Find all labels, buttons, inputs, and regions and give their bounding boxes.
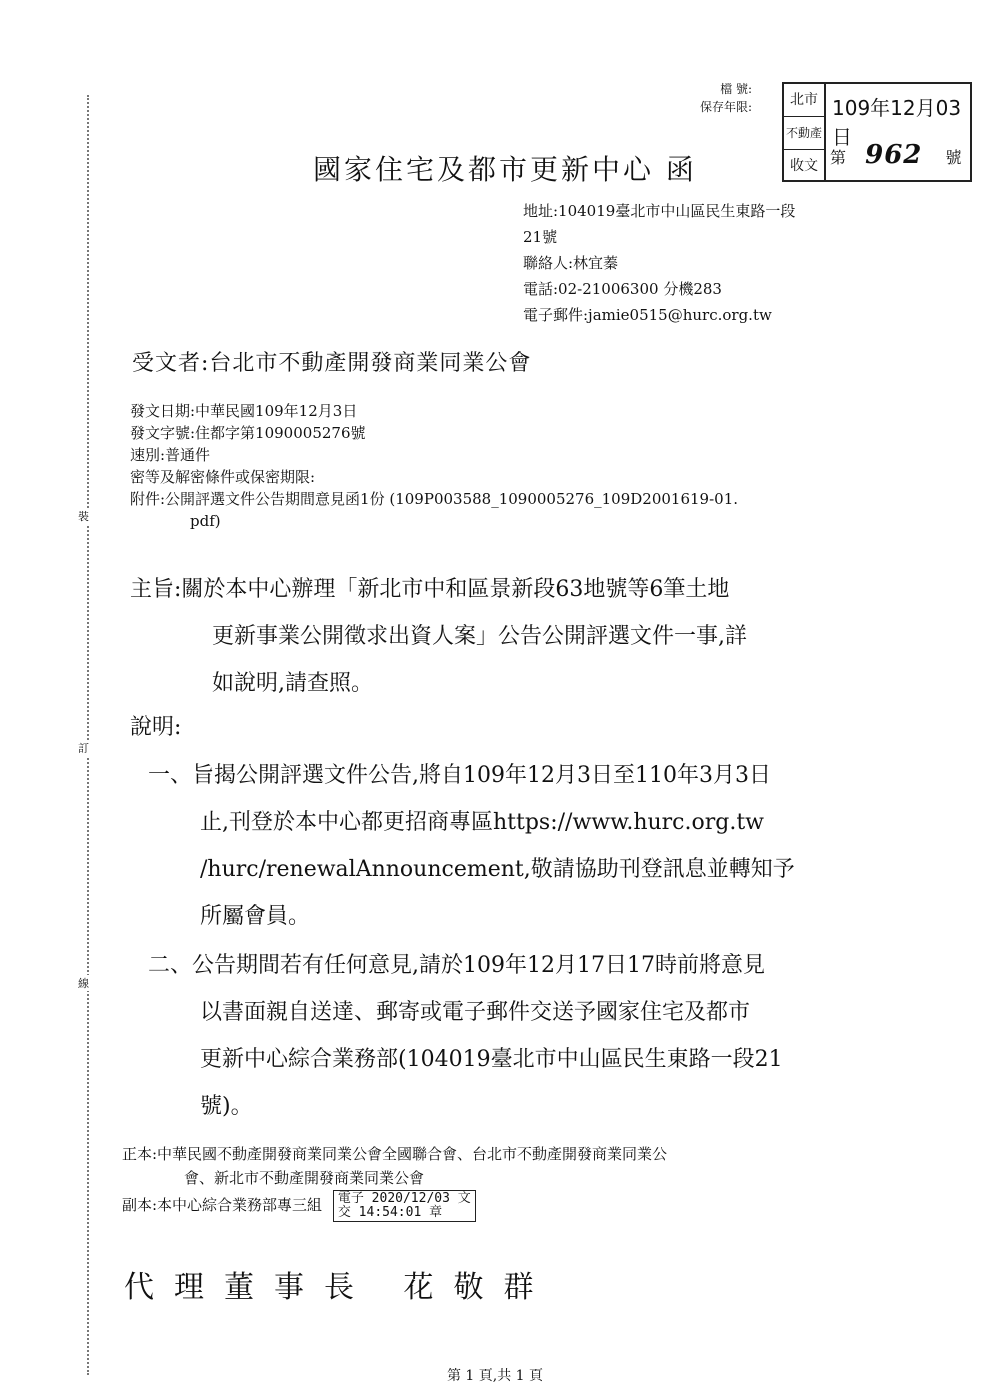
copy-recipients-row [122,1190,667,1222]
speed-class: 速別:普通件 [130,446,211,464]
subject-line3: 如說明,請查照。 [212,671,373,696]
signature: 代理董事長 花敬群 [124,1270,554,1305]
receipt-stamp [782,82,972,182]
seal-line1: 電子 2020/12/03 文 [337,1191,471,1206]
explanation-item-1-line3: /hurc/renewalAnnouncement,敬請協助刊登訊息並轉知予 [200,857,795,882]
stamp-org-line1: 北市 [790,92,818,108]
stamp-number: 962 [865,140,923,170]
explanation-label: 說明: [130,715,182,740]
email: 電子郵件:jamie0515@hurc.org.tw [523,306,772,324]
issue-date: 發文日期:中華民國109年12月3日 [130,402,358,420]
stamp-date: 109年12月03日 [832,96,962,149]
distribution-block [122,1142,667,1222]
confidentiality: 密等及解密條件或保密期限: [130,468,316,486]
binding-line [87,95,89,1375]
explanation-item-1-line4: 所屬會員。 [200,904,311,929]
subject-line2: 更新事業公開徵求出資人案」公告公開評選文件一事,詳 [212,624,747,649]
explanation-item-1 [148,752,795,940]
contact-block [523,198,795,328]
contact-person: 聯絡人:林宜蓁 [523,254,619,272]
attachment-line1: 附件:公開評選文件公告期間意見函1份 (109P003588_1090005276_109D2001619-01. [130,490,739,508]
phone: 電話:02-21006300 分機283 [523,280,722,298]
explanation-item-1-line2: 止,刊登於本中心都更招商專區https://www.hurc.org.tw [200,810,765,835]
seal-line2: 交 14:54:01 章 [337,1205,443,1220]
original-recipients-line2: 會、新北市不動產開發商業同業公會 [184,1169,425,1187]
explanation-item-2-line1: 二、公告期間若有任何意見,請於109年12月17日17時前將意見 [148,953,765,978]
binding-mark-staple: 訂 [78,742,89,755]
stamp-org-line2: 不動產 [784,116,824,149]
receipt-stamp-org [784,84,826,180]
subject-line1: 主旨:關於本中心辦理「新北市中和區景新段63地號等6筆土地 [130,577,730,602]
stamp-number-prefix: 第 [830,148,847,167]
copy-recipients: 副本:本中心綜合業務部專三組 [122,1196,323,1214]
issue-number: 發文字號:住都字第1090005276號 [130,424,366,442]
archive-labels [700,80,752,116]
original-recipients-line1: 正本:中華民國不動產開發商業同業公會全國聯合會、台北市不動產開發商業同業公 [122,1145,668,1163]
stamp-org-line3: 收文 [784,149,824,182]
receiver: 受文者:台北市不動產開發商業同業公會 [132,351,532,376]
file-number-label: 檔 號: [720,82,753,96]
retention-period-label: 保存年限: [700,100,753,114]
explanation-item-2 [148,942,783,1130]
stamp-number-suffix: 號 [945,148,962,167]
page-footer: 第 1 頁,共 1 頁 [446,1368,544,1384]
stamp-number-row [830,140,962,170]
address-line2: 21號 [523,228,558,246]
binding-mark-bind: 裝 [78,510,89,523]
address-line1: 地址:104019臺北市中山區民生東路一段 [523,202,796,220]
document-title: 國家住宅及都市更新中心 函 [313,153,697,186]
explanation-item-1-line1: 一、旨揭公開評選文件公告,將自109年12月3日至110年3月3日 [148,763,771,788]
electronic-exchange-seal [333,1190,476,1222]
meta-block [130,400,738,532]
explanation-item-2-line2: 以書面親自送達、郵寄或電子郵件交送予國家住宅及都市 [200,1000,751,1025]
subject-block [130,566,747,707]
attachment-line2: pdf) [190,512,221,530]
explanation-item-2-line3: 更新中心綜合業務部(104019臺北市中山區民生東路一段21 [200,1047,783,1072]
explanation-item-2-line4: 號)。 [200,1094,253,1119]
binding-mark-line: 線 [78,977,89,990]
